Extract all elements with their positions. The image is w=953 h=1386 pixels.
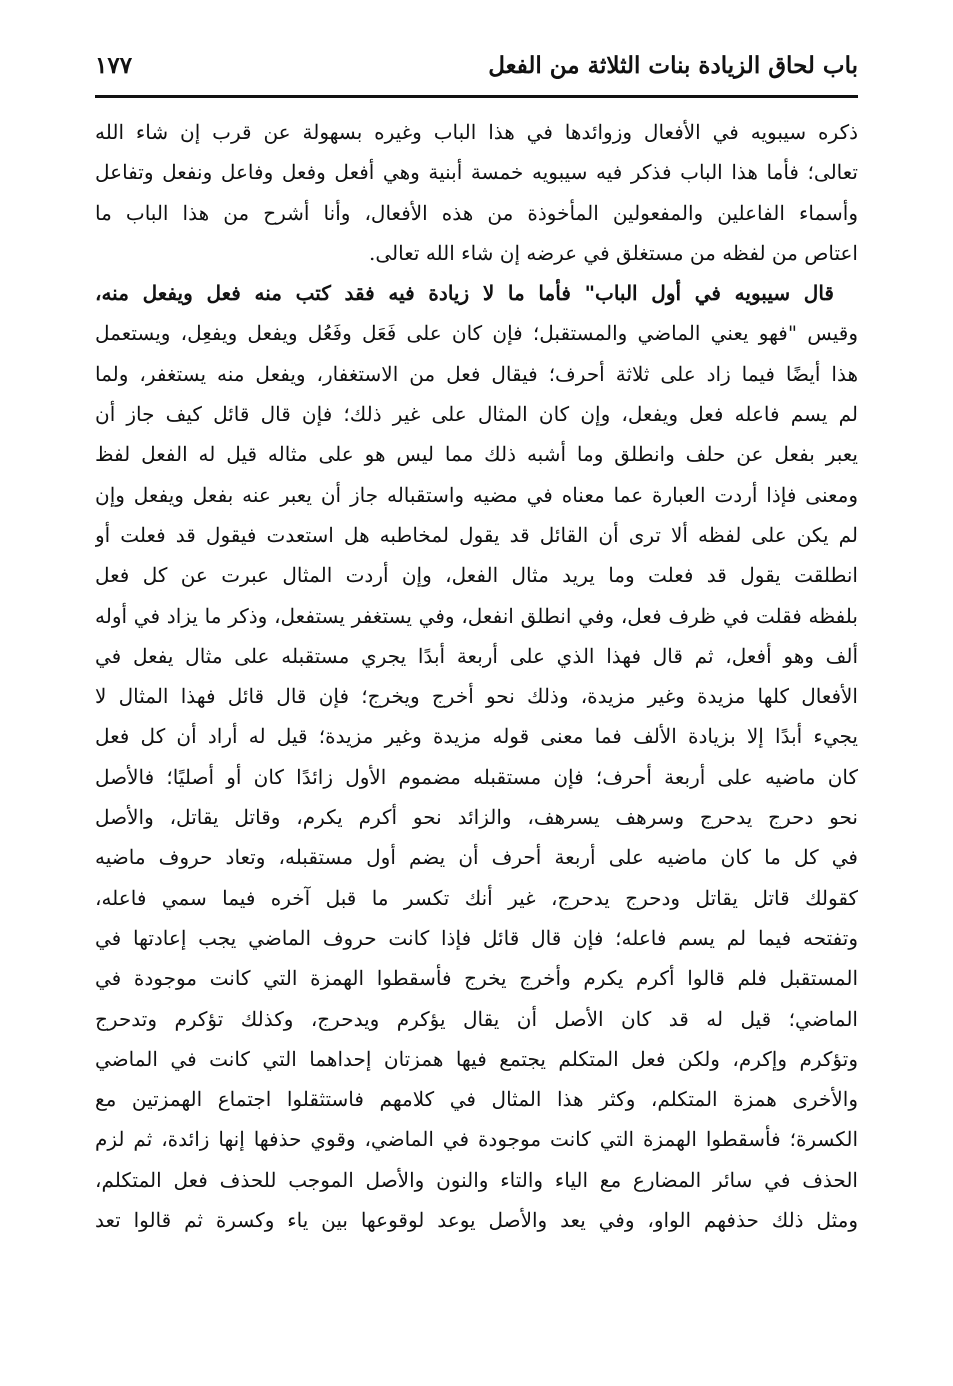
text-line: ألف وهو أفعل، ثم قال فهذا الذي على أربعة أبدًا يجري مستقبله على مثال يفعل في [95, 643, 858, 668]
page-number: ١٧٧ [95, 52, 133, 79]
text-line: بلفظه فقلت في ظرف فعل، وفي انطلق انفعل، وفي يستغفر يستفعل، وذكر ما يزاد في أوله [95, 603, 858, 628]
text-line: في كل ما كان ماضيه على أربعة أحرف أن يضم أول مستقبله، وتعاد حروف ماضيه [95, 845, 858, 870]
text-line: كقولك قاتل يقاتل ودحرج يدحرج، غير أنك تكسر ما قبل آخره فيما سمي فاعله، [95, 885, 858, 910]
text-line: لم يكن على لفظه ألا ترى أن القائل قد يقول لمخاطبه هل استعدت فيقول قد فعلت أو [95, 522, 858, 547]
text-line: انطلقت يقول قد فعلت وما يريد مثال الفعل، وإن أردت المثال عبرت عن كل فعل [95, 563, 858, 588]
text-line: الحذف في سائر المضارع مع الياء والتاء والنون والأصل الموجب للحذف فعل المتكلم، [95, 1167, 858, 1192]
text-line: وتؤكرم وإكرم، ولكن فعل المتكلم يجتمع فيها همزتان إحداهما التي كانت في الماضي [95, 1046, 858, 1071]
chapter-title: باب لحاق الزيادة بنات الثلاثة من الفعل [488, 52, 858, 79]
text-line: اعتاص من لفظه من مستغلق في عرضه إن شاء الله تعالى. [369, 240, 858, 265]
text-line: لم يسم فاعله فعل ويفعل، وإن كان المثال على غير ذلك؛ فإن قال قائل كيف جاز أن [95, 402, 858, 427]
text-line: هذا أيضًا فيما زاد على ثلاثة أحرف؛ فيقال فعل من الاستغفار، ويفعل منه يستغفر، ولما [95, 361, 858, 386]
text-line: وقيس "فهو يعني الماضي والمستقبل؛ فإن كان على فَعَل وفَعُل ويفعل ويفعِل، ويستعمل [95, 321, 858, 346]
text-line: يجيء أبدًا إلا بزيادة الألف فما معنى قوله مزيدة وغير مزيدة؛ قيل له أراد أن كل فعل [95, 724, 858, 749]
page-header [95, 48, 858, 88]
text-line: ومثل ذلك حذفهم الواو، وفي يعد والأصل يوعد لوقوعها بين ياء وكسرة ثم قالوا تعد [95, 1208, 858, 1233]
text-line: كان ماضيه على أربعة أحرف؛ فإن مستقبله مضموم الأول زائدًا كان أو أصليًا؛ فالأصل [95, 764, 858, 789]
body-text [95, 112, 858, 1240]
text-line: وتفتحه فيما لم يسم فاعله؛ فإن قال قائل فإذا كانت حروف الماضي يجب إعادتها في [95, 925, 858, 950]
text-line: يعبر بفعل عن حلف وانطلق وما أشبه ذلك مما ليس هو على مثاله قيل له الفعل لفظ [95, 442, 858, 467]
text-line: قال سيبويه في أول الباب" فأما ما لا زيادة فيه فقد كتب منه فعل ويفعل منه، [95, 281, 834, 306]
text-line: نحو دحرج يدحرج وسرهف يسرهف، والزائد نحو أكرم يكرم، وقاتل يقاتل، والأصل [95, 805, 858, 830]
text-line: الماضي؛ قيل له قد كان الأصل أن يقال يؤكرم ويدحرج، وكذلك تؤكرم وتدحرج [95, 1006, 858, 1031]
text-line: ذكره سيبويه في الأفعال وزوائدها في هذا الباب وغيره بسهولة عن قرب إن شاء الله [95, 120, 858, 144]
text-line: تعالى؛ فأما هذا الباب فذكر فيه سيبويه خمسة أبنية وهي أفعل وفعل وفاعل ونفعل وتفاعل [95, 160, 858, 185]
text-line: الأفعال كلها مزيدة وغير مزيدة، وذلك نحو أخرج ويخرج؛ فإن قال قائل فهذا المثال لا [95, 684, 858, 709]
text-line: المستقبل فلم قالوا أكرم يكرم وأخرج يخرج فأسقطوا الهمزة التي كانت موجودة في [95, 966, 858, 991]
text-line: ومعنى فإذا أردت العبارة عما معناه في مضيه واستقباله جاز أن يعبر عنه بفعل ويفعل وإن [95, 482, 858, 507]
header-divider [95, 95, 858, 98]
text-line: وأسماء الفاعلين والمفعولين المأخوذة من هذه الأفعال، وأنا أشرح من هذا الباب ما [95, 200, 858, 225]
text-line: والأخرى همزة المتكلم، وكثر هذا المثال في كلامهم فاستثقلوا اجتماع الهمزتين مع [95, 1087, 858, 1112]
text-line: الكسرة؛ فأسقطوا الهمزة التي كانت موجودة في الماضي، وقوي حذفها إنها زائدة، ثم لزم [95, 1127, 858, 1152]
